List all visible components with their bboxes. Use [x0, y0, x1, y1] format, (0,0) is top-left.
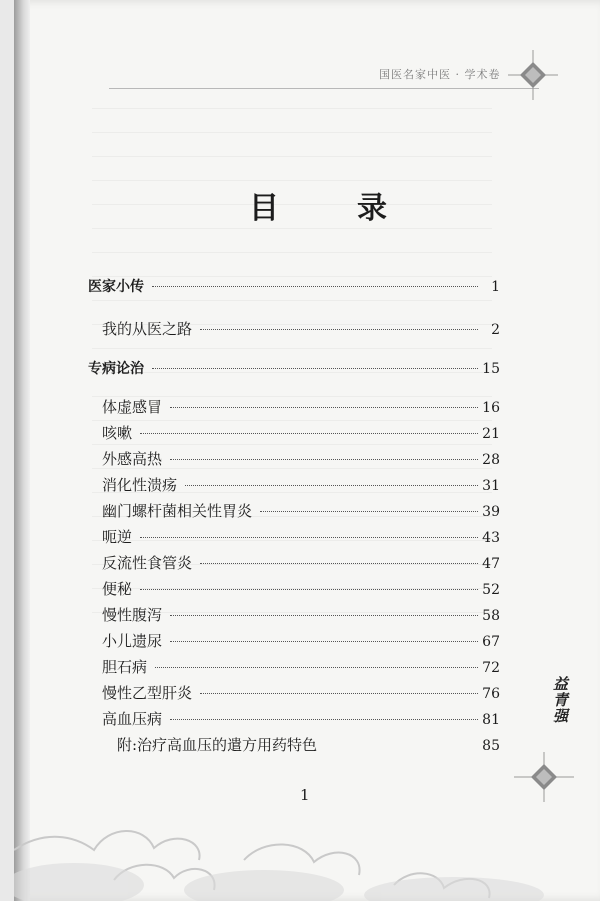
toc-entry-page: 58	[482, 608, 500, 624]
toc-entry[interactable]	[102, 318, 500, 340]
toc-entry[interactable]	[102, 604, 500, 626]
dot-leader	[170, 407, 478, 408]
dot-leader	[200, 329, 478, 330]
page-number: 1	[300, 786, 310, 804]
toc-entry-label: 我的从医之路	[102, 320, 193, 338]
toc-entry-page: 21	[482, 426, 500, 442]
toc-entry[interactable]	[102, 448, 500, 470]
dot-leader	[152, 368, 478, 369]
toc-entry[interactable]	[117, 734, 500, 756]
toc-entry-page: 67	[482, 634, 500, 650]
toc-entry-page: 81	[482, 712, 500, 728]
dot-leader	[170, 459, 478, 460]
toc-entry-page: 2	[491, 322, 500, 338]
running-header: 国医名家中医 · 学术卷	[379, 68, 501, 81]
toc-entry-page: 76	[482, 686, 500, 702]
book-spine-shadow	[14, 0, 30, 901]
dot-leader	[140, 589, 478, 590]
dot-leader	[170, 641, 478, 642]
dot-leader	[155, 667, 478, 668]
toc-entry-label: 消化性溃疡	[102, 476, 178, 494]
toc-entry-page: 31	[482, 478, 500, 494]
toc-entry-page: 16	[482, 400, 500, 416]
toc-entry-page: 52	[482, 582, 500, 598]
dot-leader	[170, 615, 478, 616]
toc-entry-page: 43	[482, 530, 500, 546]
toc-entry-label: 小儿遗尿	[102, 632, 163, 650]
toc-entry-label: 高血压病	[102, 710, 163, 728]
title-char: 录	[357, 191, 389, 226]
header-rule	[109, 88, 539, 89]
toc-entry[interactable]	[102, 500, 500, 522]
toc-entry-page: 1	[491, 279, 500, 295]
toc-entry[interactable]	[102, 656, 500, 678]
toc-entry-label: 幽门螺杆菌相关性胃炎	[102, 502, 253, 520]
toc-entry[interactable]	[102, 552, 500, 574]
page-title	[249, 183, 389, 227]
toc-entry[interactable]	[102, 578, 500, 600]
toc-entry-page: 39	[482, 504, 500, 520]
dot-leader	[200, 693, 478, 694]
toc-entry[interactable]	[102, 526, 500, 548]
toc-entry-label: 外感高热	[102, 450, 163, 468]
toc-entry[interactable]	[102, 630, 500, 652]
toc-entry-label: 体虚感冒	[102, 398, 163, 416]
toc-entry-label: 医家小传	[88, 279, 144, 295]
dot-leader	[260, 511, 478, 512]
toc-entry[interactable]	[102, 708, 500, 730]
toc-entry[interactable]	[102, 396, 500, 418]
toc-entry-label: 慢性腹泻	[102, 606, 163, 624]
book-page	[14, 0, 600, 901]
dot-leader	[185, 485, 478, 486]
toc-entry-label: 胆石病	[102, 658, 148, 676]
title-char: 目	[249, 191, 281, 226]
toc-entry-page: 72	[482, 660, 500, 676]
toc-entry-label: 咳嗽	[102, 424, 133, 442]
signature: 益青强	[551, 676, 569, 724]
toc-entry-label: 慢性乙型肝炎	[102, 684, 193, 702]
dot-leader	[170, 719, 478, 720]
dot-leader	[152, 286, 478, 287]
toc-entry-label: 附:治疗高血压的遣方用药特色	[117, 736, 318, 754]
toc-entry[interactable]	[102, 682, 500, 704]
toc-entry[interactable]	[88, 358, 500, 380]
toc-entry-label: 反流性食管炎	[102, 554, 193, 572]
toc-entry[interactable]	[102, 474, 500, 496]
dot-leader	[200, 563, 478, 564]
toc-entry[interactable]	[88, 276, 500, 298]
toc-entry[interactable]	[102, 422, 500, 444]
toc-entry-page: 47	[482, 556, 500, 572]
toc-entry-label: 呃逆	[102, 528, 133, 546]
cloud-pattern-icon	[14, 790, 600, 901]
diamond-ornament-top-icon	[508, 50, 558, 100]
toc-entry-label: 专病论治	[88, 361, 144, 377]
dot-leader	[140, 433, 478, 434]
toc-entry-page: 15	[482, 361, 500, 377]
toc-entry-page: 85	[482, 738, 500, 754]
toc-entry-label: 便秘	[102, 580, 133, 598]
toc-entry-page: 28	[482, 452, 500, 468]
dot-leader	[140, 537, 478, 538]
